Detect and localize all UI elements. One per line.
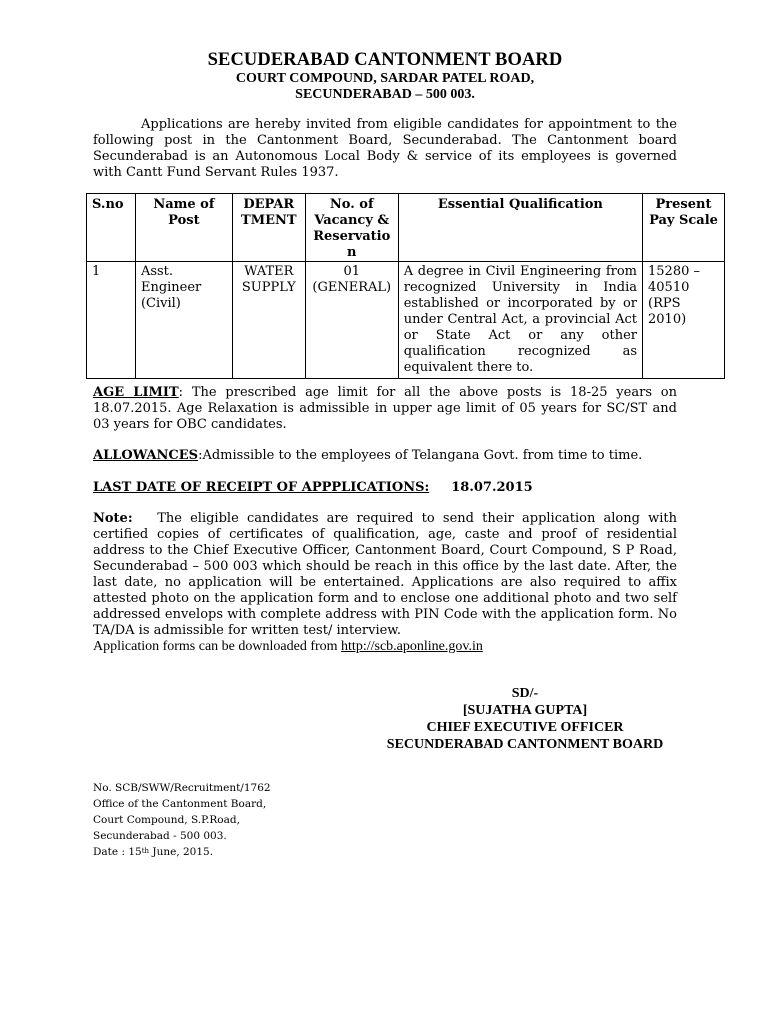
signatory-name: [SUJATHA GUPTA] — [462, 703, 588, 718]
header-qualification: Essential Qualification — [398, 194, 642, 262]
signatory-designation: CHIEF EXECUTIVE OFFICER — [426, 720, 624, 735]
note-section — [93, 511, 677, 655]
intro-paragraph — [93, 117, 677, 181]
allowances-text: :Admissible to the employees of Telangana Govt. from time to time. — [198, 448, 643, 463]
table-row — [87, 262, 725, 379]
address-line-2: SECUNDERABAD – 500 003. — [295, 87, 475, 102]
last-date-section — [93, 480, 677, 496]
note-label: Note: — [93, 511, 133, 526]
age-limit-section — [93, 385, 677, 433]
cell-department: WATER SUPPLY — [232, 262, 305, 379]
intro-text: Applications are hereby invited from eligible candidates for appointment to the following post in the Cantonment Board, Secunderabad. The Cantonment board Secunderabad is an Autonomous Local Body & service of its employees is governed with Cantt Fund Servant Rules 1937. — [93, 117, 677, 180]
address-line-1: COURT COMPOUND, SARDAR PATEL ROAD, — [235, 71, 535, 86]
reference-date — [93, 844, 271, 860]
header-name-of-post: Name of Post — [135, 194, 232, 262]
header-sno: S.no — [87, 194, 136, 262]
cell-vacancy: 01 (GENERAL) — [305, 262, 398, 379]
header-pay-scale: Present Pay Scale — [643, 194, 725, 262]
last-date-value: 18.07.2015 — [451, 480, 533, 495]
cell-qualification: A degree in Civil Engineering from recognized University in India established or incorporated by or under Central Act, a provincial Act or State Act or any other qualification recognized as equivalent there to. — [398, 262, 642, 379]
date-day: 15 — [128, 846, 142, 858]
age-limit-text: : The prescribed age limit for all the above posts is 18-25 years on 18.07.2015. Age Relaxation is admissible in upper age limit of 05 years for SC/ST and 03 years for OBC candidates. — [93, 385, 677, 432]
age-limit-label: AGE LIMIT — [93, 385, 179, 400]
reference-line-2: Court Compound, S.P.Road, — [93, 814, 240, 826]
cell-pay-scale: 15280 – 40510 (RPS 2010) — [643, 262, 725, 379]
download-link[interactable]: http://scb.aponline.gov.in — [341, 639, 483, 654]
reference-line-1: Office of the Cantonment Board, — [93, 798, 267, 810]
board-title: SECUDERABAD CANTONMENT BOARD — [207, 50, 563, 70]
note-text: The eligible candidates are required to send their application along with certified copies of certificates of qualification, age, caste and proof of residential address to the Chief Executive Officer, Cantonment Board, Court Compound, S P Road, Secunderabad – 500 003 which should be reach in this office by the last date. After, the last date, no application will be entertained. Applications are also required to affix attested photo on the application form and to enclose one additional photo and two self addressed envelops with complete address with PIN Code with the application form. No TA/DA is admissible for written test/ interview. — [93, 511, 677, 638]
reference-line-3: Secunderabad - 500 003. — [93, 830, 227, 842]
allowances-label: ALLOWANCES — [93, 448, 199, 463]
header-vacancy: No. of Vacancy & Reservatio n — [305, 194, 398, 262]
cell-sno: 1 — [87, 262, 136, 379]
signature-sd: SD/- — [511, 686, 539, 701]
signatory-org: SECUNDERABAD CANTONMENT BOARD — [386, 737, 664, 752]
signature-block — [370, 685, 680, 753]
date-suffix: th — [141, 847, 150, 855]
date-label: Date : — [93, 846, 129, 858]
cell-name-of-post: Asst. Engineer (Civil) — [135, 262, 232, 379]
date-rest: June, 2015. — [149, 846, 214, 858]
table-header-row — [87, 194, 725, 262]
reference-block — [93, 780, 271, 860]
reference-number: No. SCB/SWW/Recruitment/1762 — [93, 782, 271, 794]
download-text: Application forms can be downloaded from — [93, 639, 342, 654]
last-date-label: LAST DATE OF RECEIPT OF APPPLICATIONS: — [93, 480, 430, 495]
vacancy-table — [86, 193, 725, 379]
header-department: DEPAR TMENT — [232, 194, 305, 262]
allowances-section — [93, 448, 677, 464]
